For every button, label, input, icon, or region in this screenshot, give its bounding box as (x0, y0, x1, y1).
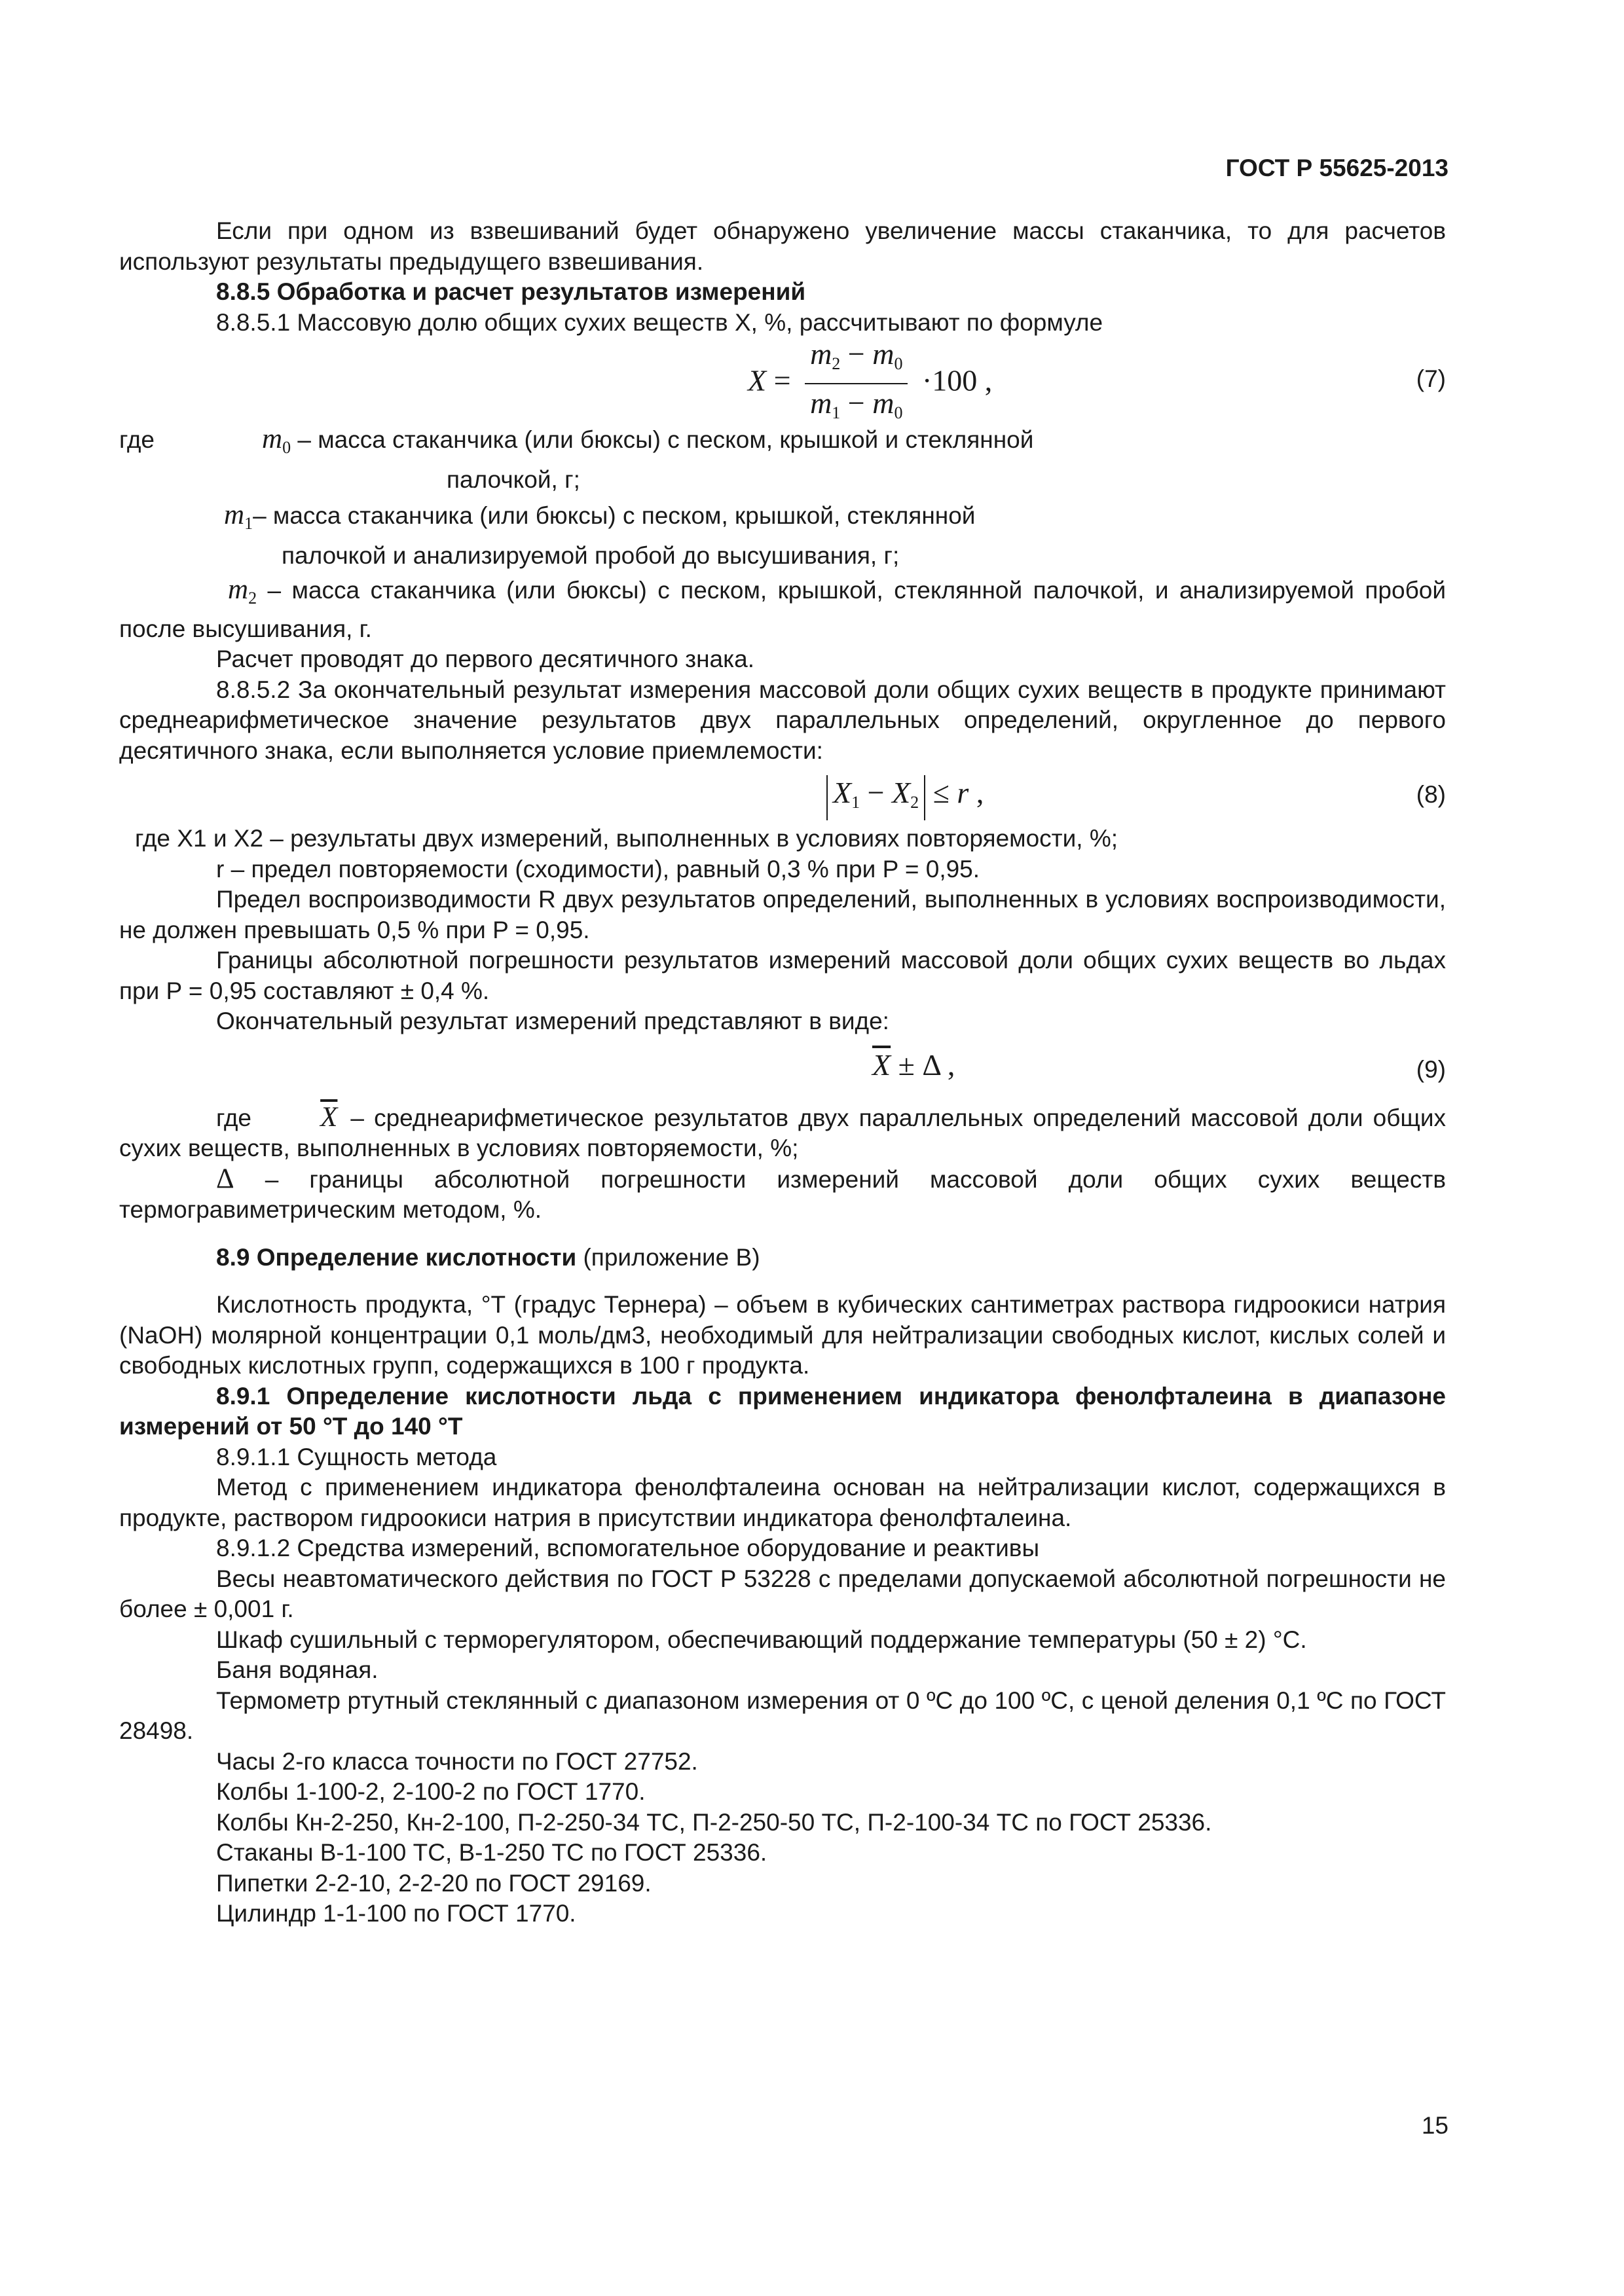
paragraph-8-9-1-1: 8.9.1.1 Сущность метода (216, 1443, 497, 1470)
where-label: где (119, 426, 155, 453)
item-flasks-1: Колбы 1-100-2, 2-100-2 по ГОСТ 1770. (216, 1778, 646, 1805)
equation-9-number: (9) (1416, 1055, 1446, 1083)
document-body (119, 216, 1446, 1929)
page-number: 15 (1421, 2112, 1449, 2139)
paragraph-reproducibility: Предел воспроизводимости R двух результатов определений, выполненных в условиях воспроизводимости, не должен превышать 0,5 % при P = 0,95. (119, 886, 1446, 943)
equation-7-number: (7) (1416, 365, 1446, 392)
paragraph-weighing-note: Если при одном из взвешиваний будет обнаружено увеличение массы стаканчика, то для расчетов используют результаты предыдущего взвешивания. (119, 217, 1446, 275)
section-heading-8-8-5: 8.8.5 Обработка и расчет результатов измерений (216, 278, 806, 305)
section-heading-8-9-1: 8.9.1 Определение кислотности льда с применением индикатора фенолфталеина в диапазоне измерений от 50 °Т до 140 °Т (119, 1382, 1446, 1440)
paragraph-8-8-5-2: 8.8.5.2 За окончательный результат измерения массовой доли общих сухих веществ в продукте принимают среднеарифметическое значение результатов двух параллельных определений, округленное до первого десятичного знака, если выполняется условие приемлемости: (119, 676, 1446, 764)
where-label-2: где (216, 1104, 252, 1131)
item-clock: Часы 2-го класса точности по ГОСТ 27752. (216, 1747, 698, 1775)
definition-m1-text: – масса стаканчика (или бюксы) с песком, крышкой, стеклянной (253, 502, 976, 529)
item-cylinder: Цилиндр 1-1-100 по ГОСТ 1770. (216, 1900, 576, 1927)
definition-r: r – предел повторяемости (сходимости), равный 0,3 % при P = 0,95. (216, 855, 980, 883)
paragraph-8-9-1-2: 8.9.1.2 Средства измерений, вспомогательное оборудование и реактивы (216, 1535, 1040, 1561)
definition-x1-x2: где X1 и X2 – результаты двух измерений, выполненных в условиях повторяемости, %; (135, 825, 1118, 852)
item-thermometer: Термометр ртутный стеклянный с диапазоном измерения от 0 ºС до 100 ºС, с ценой деления 0,1 ºС по ГОСТ 28498. (119, 1686, 1446, 1744)
equation-8-formula: $X_1 - X_2 \le r$ , (826, 775, 984, 820)
definition-m0-text: – масса стаканчика (или бюксы) с песком, крышкой и стеклянной (297, 426, 1034, 453)
definition-m1: $m_1-$ масса стаканчика (или бюксы) с песком, крышкой, стеклянной (224, 500, 976, 533)
definition-delta: Δ – границы абсолютной погрешности измерений массовой доли общих сухих веществ термогравиметрическим методом, %. (119, 1163, 1446, 1223)
equation-7 (119, 338, 1446, 420)
definition-m2-text: – масса стаканчика (или бюксы) с песком, крышкой, стеклянной палочкой, и анализируемой пробой после высушивания, г. (119, 577, 1447, 642)
definition-m0-cont: палочкой, г; (447, 465, 580, 493)
paragraph-acidity-definition: Кислотность продукта, °Т (градус Тернера) – объем в кубических сантиметрах раствора гидроокиси натрия (NaOH) молярной концентрации 0,1 моль/дм3, необходимый для нейтрализации свободных кислот, кислых солей и свободных кислотных групп, содержащихся в 100 г продукта. (119, 1291, 1446, 1379)
definition-xbar-text: – среднеарифметическое результатов двух параллельных определений массовой доли общих сухих веществ, выполненных в условиях повторяемости, %; (119, 1104, 1447, 1161)
paragraph-calc-note: Расчет проводят до первого десятичного знака. (216, 646, 754, 672)
paragraph-final-result: Окончательный результат измерений представляют в виде: (216, 1008, 889, 1034)
equation-8-number: (8) (1416, 780, 1446, 808)
item-pipettes: Пипетки 2-2-10, 2-2-20 по ГОСТ 29169. (216, 1869, 652, 1897)
definition-m1-cont: палочкой и анализируемой пробой до высушивания, г; (282, 541, 900, 569)
item-oven: Шкаф сушильный с терморегулятором, обеспечивающий поддержание температуры (50 ± 2) °С. (216, 1626, 1307, 1653)
equation-8 (119, 766, 1446, 824)
section-heading-8-9: 8.9 Определение кислотности (приложение В) (216, 1243, 760, 1271)
paragraph-method: Метод с применением индикатора фенолфталеина основан на нейтрализации кислот, содержащихся в продукте, раствором гидроокиси натрия в присутствии индикатора фенолфталеина. (119, 1474, 1446, 1531)
equation-7-formula: X = $\frac{m_2 - m_0}{m_1 - m_0}$ ·100 , (748, 337, 993, 422)
item-scales: Весы неавтоматического действия по ГОСТ Р 53228 с пределами допускаемой абсолютной погрешности не более ± 0,001 г. (119, 1565, 1446, 1622)
definition-m2: $m_2$ – масса стаканчика (или бюксы) с песком, крышкой, стеклянной палочкой, и анализируемой пробой после высушивания, г. (119, 574, 1447, 642)
definition-delta-text: – границы абсолютной погрешности измерений массовой доли общих сухих веществ термогравиметрическим методом, %. (119, 1165, 1446, 1223)
document-header: ГОСТ Р 55625-2013 (1225, 155, 1449, 181)
equation-9 (119, 1037, 1446, 1102)
definition-xbar: где $\overline{X}$ – среднеарифметическое результатов двух параллельных определений массовой доли общих сухих веществ, выполненных в условиях повторяемости, %; (119, 1101, 1447, 1161)
item-bath: Баня водяная. (216, 1656, 378, 1683)
item-flasks-2: Колбы Кн-2-250, Кн-2-100, П-2-250-34 ТС, П-2-250-50 ТС, П-2-100-34 ТС по ГОСТ 25336. (216, 1808, 1212, 1836)
paragraph-8-8-5-1: 8.8.5.1 Массовую долю общих сухих веществ X, %, рассчитывают по формуле (216, 308, 1103, 336)
item-glasses: Стаканы В-1-100 ТС, В-1-250 ТС по ГОСТ 25336. (216, 1839, 767, 1866)
definition-m0: где $m_0$ – масса стаканчика (или бюксы) с песком, крышкой и стеклянной (119, 424, 1034, 457)
equation-9-formula: $\overline{X} \pm \Delta$ , (872, 1048, 955, 1082)
paragraph-error-bounds: Границы абсолютной погрешности результатов измерений массовой доли общих сухих веществ во льдах при P = 0,95 составляют ± 0,4 %. (119, 947, 1446, 1004)
